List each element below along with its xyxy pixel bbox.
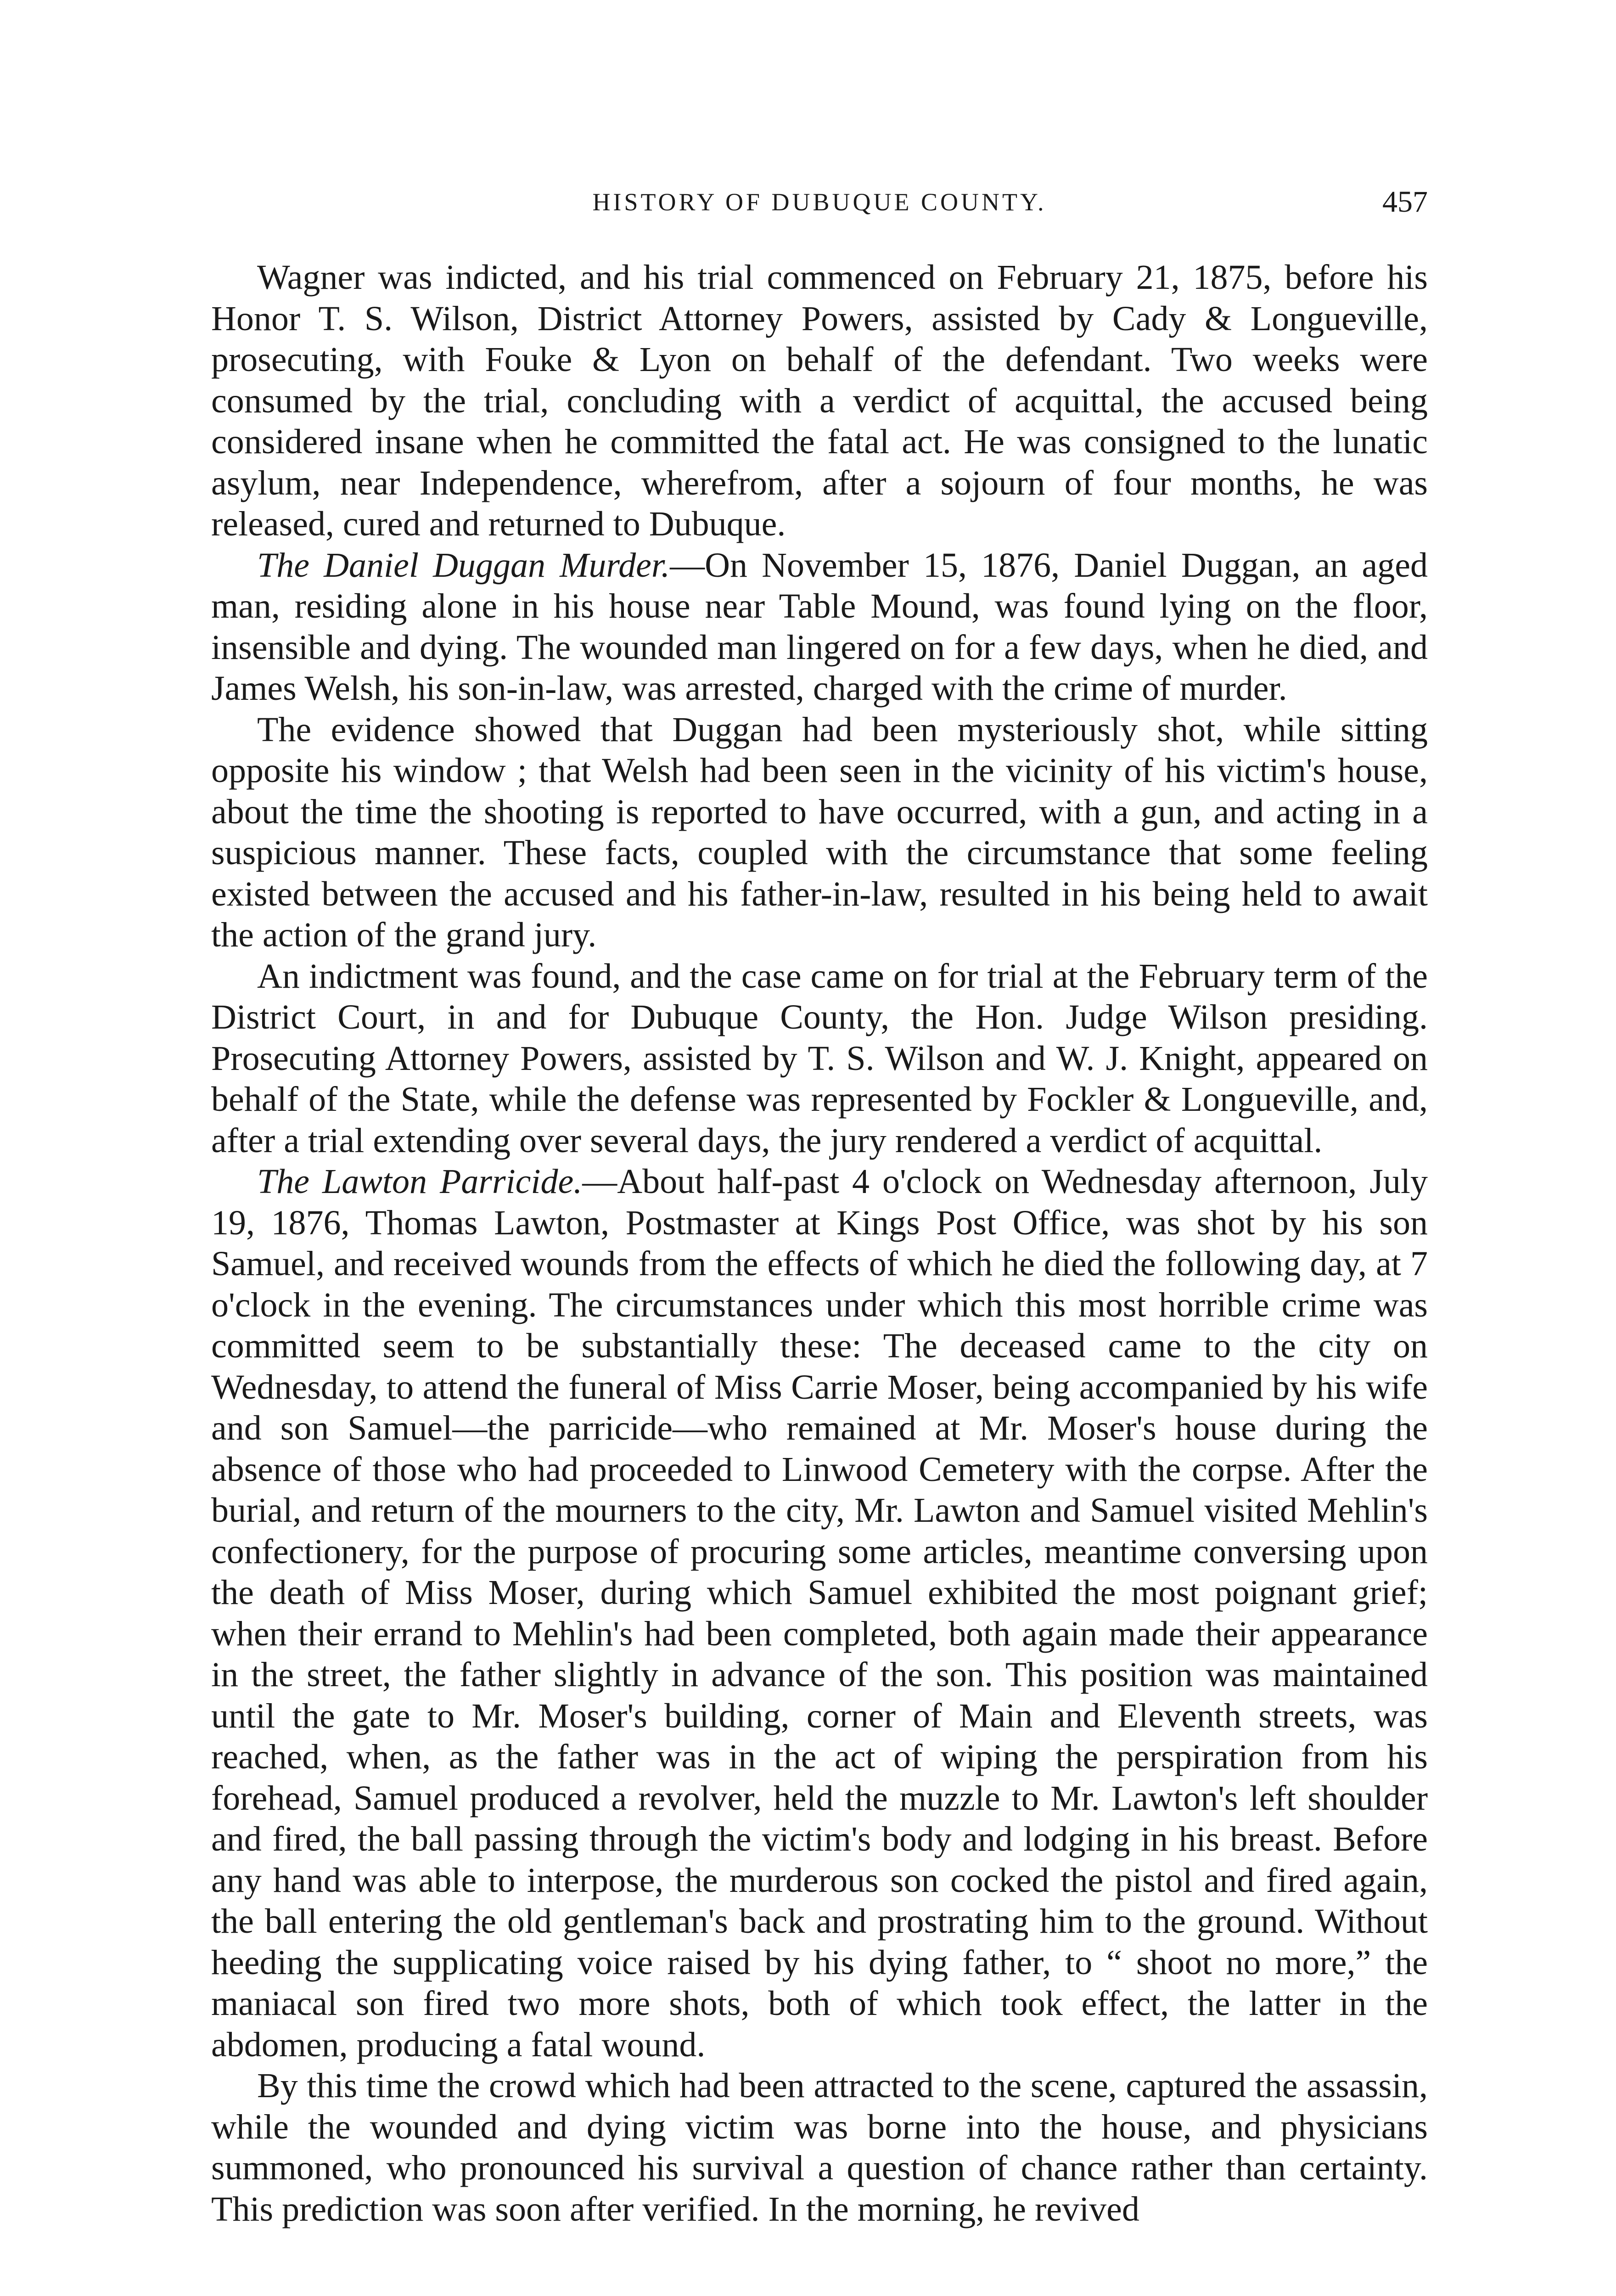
- section-heading-lawton: The Lawton Parricide.: [257, 1162, 583, 1201]
- paragraph-duggan-evidence: The evidence showed that Duggan had been mysteriously shot, while sitting opposite his window ; that Welsh had been seen in the vicinity of his victim's house, about the time the shooting is reported to have occurred, with a gun, and acting in a suspicious manner. These facts, coupled with the circumstance that some feeling existed between the accused and his father-in-law, resulted in his being held to await the action of the grand jury.: [211, 710, 1428, 954]
- paragraph-lawton-text: —About half-past 4 o'clock on Wednesday afternoon, July 19, 1876, Thomas Lawton, Postmaster at Kings Post Office, was shot by his son Samuel, and received wounds from the effects of which he died the following day, at 7 o'clock in the evening. The circumstances under which this most horrible crime was committed seem to be substantially these: The deceased came to the city on Wednesday, to attend the funeral of Miss Carrie Moser, being accompanied by his wife and son Samuel—the parricide—who remained at Mr. Moser's house during the absence of those who had proceeded to Linwood Cemetery with the corpse. After the burial, and return of the mourners to the city, Mr. Lawton and Samuel visited Mehlin's confectionery, for the purpose of procuring some articles, meantime conversing upon the death of Miss Moser, during which Samuel exhibited the most poignant grief; when their errand to Mehlin's had been completed, both again made their appearance in the street, the father slightly in advance of the son. This position was maintained until the gate to Mr. Moser's building, corner of Main and Eleventh streets, was reached, when, as the father was in the act of wiping the perspiration from his forehead, Samuel produced a revolver, held the muzzle to Mr. Lawton's left shoulder and fired, the ball passing through the victim's body and lodging in his breast. Before any hand was able to interpose, the murderous son cocked the pistol and fired again, the ball entering the old gentleman's back and prostrating him to the ground. Without heeding the supplicating voice raised by his dying father, to “ shoot no more,” the maniacal son fired two more shots, both of which took effect, the latter in the abdomen, producing a fatal wound.: [211, 1162, 1428, 2064]
- paragraph-lawton-parricide: [211, 1161, 1428, 2065]
- body-text: [211, 257, 1428, 2230]
- paragraph-duggan-text: —On November 15, 1876, Daniel Duggan, an aged man, residing alone in his house near Table Mound, was found lying on the floor, insensible and dying. The wounded man lingered on for a few days, when he died, and James Welsh, his son-in-law, was arrested, charged with the crime of murder.: [211, 546, 1428, 708]
- paragraph-duggan-indictment: An indictment was found, and the case came on for trial at the February term of the District Court, in and for Dubuque County, the Hon. Judge Wilson presiding. Prosecuting Attorney Powers, assisted by T. S. Wilson and W. J. Knight, appeared on behalf of the State, while the defense was represented by Fockler & Longueville, and, after a trial extending over several days, the jury rendered a verdict of acquittal.: [211, 957, 1428, 1160]
- running-head: [211, 181, 1428, 227]
- paragraph-wagner-trial: Wagner was indicted, and his trial commenced on February 21, 1875, before his Honor T. S. Wilson, District Attorney Powers, assisted by Cady & Longueville, prosecuting, with Fouke & Lyon on behalf of the defendant. Two weeks were consumed by the trial, concluding with a verdict of acquittal, the accused being considered insane when he committed the fatal act. He was consigned to the lunatic asylum, near Independence, wherefrom, after a sojourn of four months, he was released, cured and returned to Dubuque.: [211, 258, 1428, 543]
- paragraph-duggan-murder: [211, 545, 1428, 709]
- page-number: 457: [1382, 185, 1428, 219]
- running-title: HISTORY OF DUBUQUE COUNTY.: [592, 188, 1047, 216]
- paragraph-crowd-capture: By this time the crowd which had been attracted to the scene, captured the assassin, while the wounded and dying victim was borne into the house, and physicians summoned, who pronounced his survival a question of chance rather than certainty. This prediction was soon after verified. In the morning, he revived: [211, 2066, 1428, 2228]
- section-heading-duggan: The Daniel Duggan Murder.: [257, 546, 670, 585]
